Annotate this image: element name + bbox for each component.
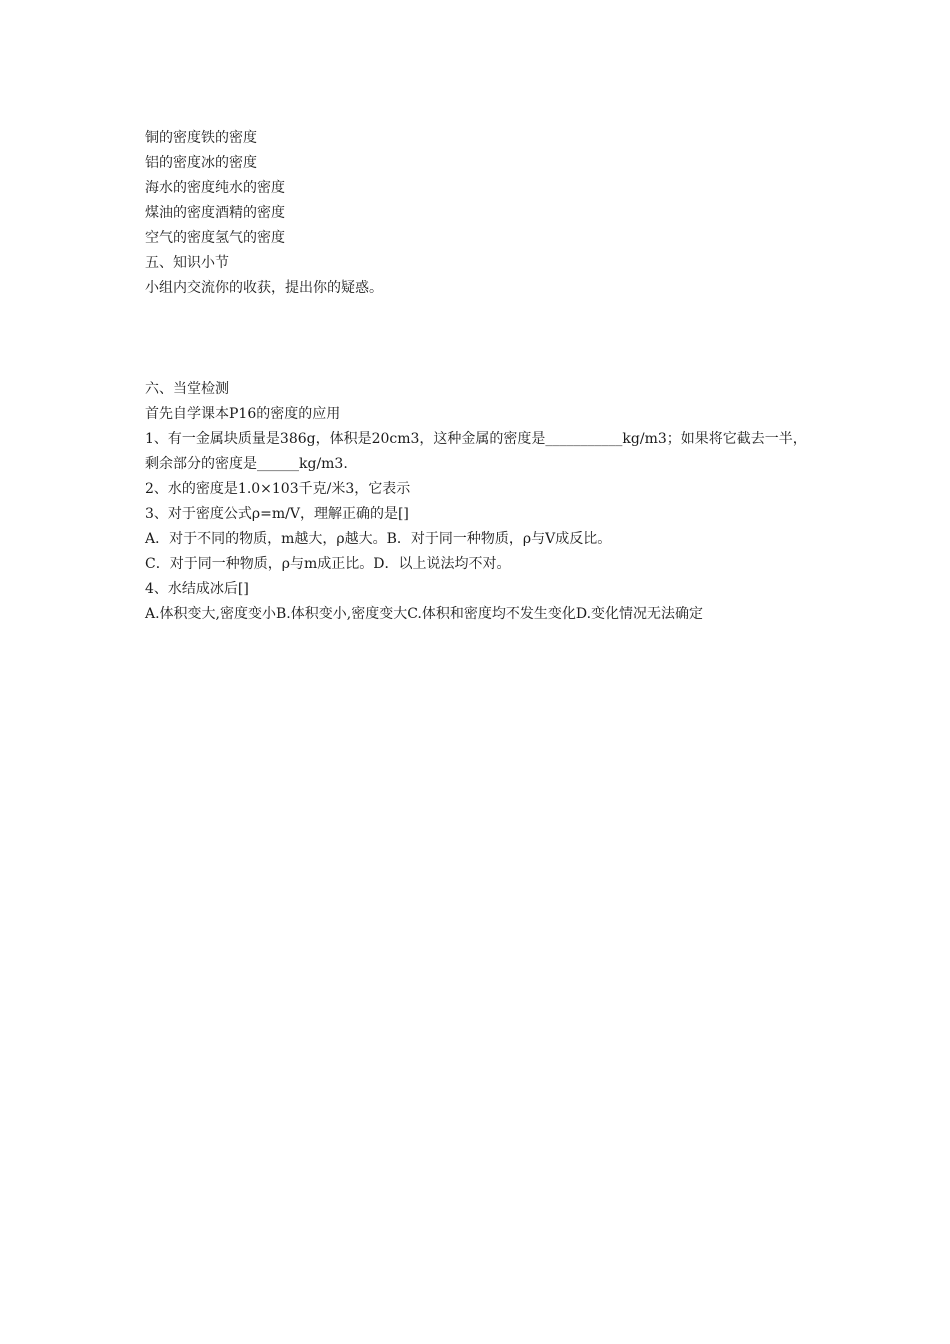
question-4-options: A.体积变大,密度变小B.体积变小,密度变大C.体积和密度均不发生变化D.变化情况无法确定 xyxy=(145,606,704,622)
spacer xyxy=(145,301,815,377)
question-3-options-cd: C．对于同一种物质，ρ与m成正比。D．以上说法均不对。 xyxy=(145,556,511,572)
comparison-air-hydrogen: 空气的密度氢气的密度 xyxy=(145,230,285,246)
comparison-copper-iron: 铜的密度铁的密度 xyxy=(145,130,257,146)
comparison-seawater-water: 海水的密度纯水的密度 xyxy=(145,180,285,196)
section6-heading: 六、当堂检测 xyxy=(145,381,229,397)
question-1: 1、有一金属块质量是386g，体积是20cm3，这种金属的密度是___________kg/m3；如果将它截去一半，剩余部分的密度是______kg/m3. xyxy=(145,431,807,472)
section6-intro: 首先自学课本P16的密度的应用 xyxy=(145,406,341,422)
document-page xyxy=(145,126,815,627)
comparison-aluminum-ice: 铝的密度冰的密度 xyxy=(145,155,257,171)
question-2: 2、水的密度是1.0×103千克/米3，它表示 xyxy=(145,481,411,497)
question-3: 3、对于密度公式ρ=m/V，理解正确的是[] xyxy=(145,506,409,522)
question-4: 4、水结成冰后[] xyxy=(145,581,249,597)
section5-heading: 五、知识小节 xyxy=(145,255,229,271)
comparison-kerosene-alcohol: 煤油的密度酒精的密度 xyxy=(145,205,285,221)
question-3-options-ab: A．对于不同的物质，m越大，ρ越大。B．对于同一种物质，ρ与V成反比。 xyxy=(145,531,612,547)
section5-text: 小组内交流你的收获，提出你的疑惑。 xyxy=(145,280,383,296)
